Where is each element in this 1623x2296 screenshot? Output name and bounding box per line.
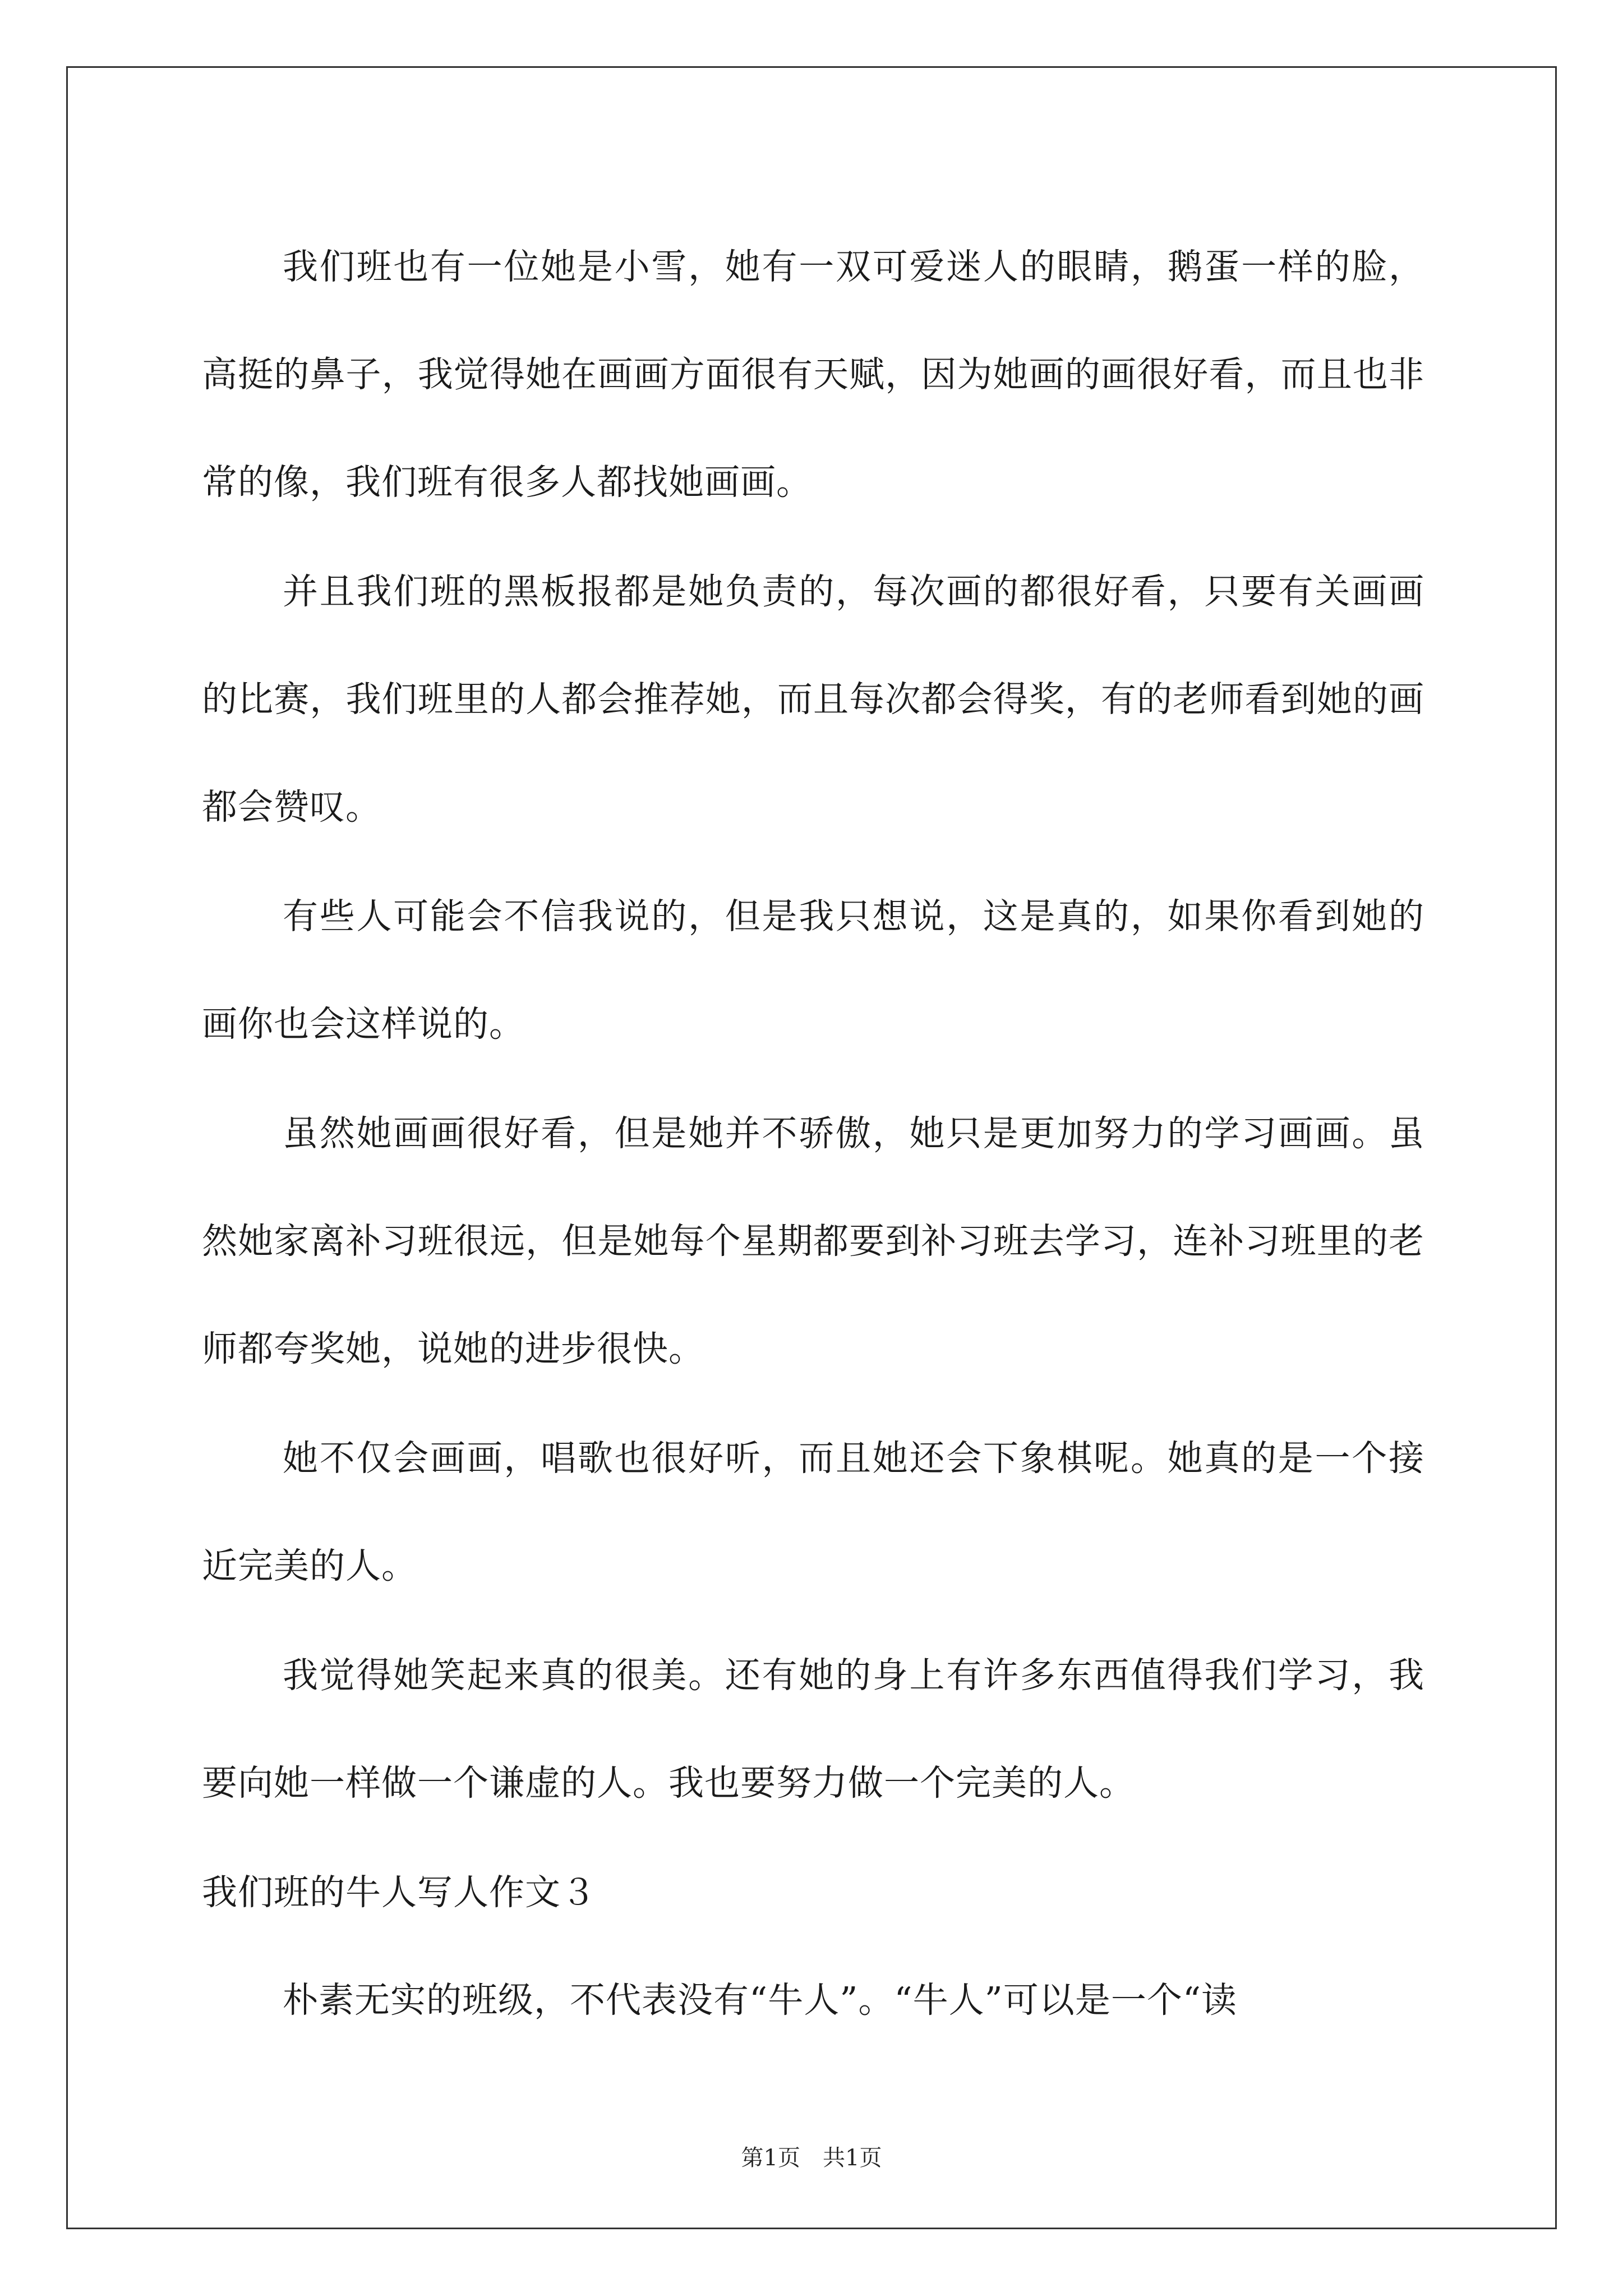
paragraph-7: 朴素无实的班级，不代表没有“牛人”。“牛人”可以是一个“读 <box>283 1980 1238 2021</box>
section-heading: 我们班的牛人写人作文３ <box>202 1872 597 1913</box>
paragraph-6: 我觉得她笑起来真的很美。还有她的身上有许多东西值得我们学习，我要向她一样做一个谦虚的人。我也要努力做一个完美的人。 <box>202 1655 1424 1803</box>
paragraph-3: 有些人可能会不信我说的，但是我只想说，这是真的，如果你看到她的画你也会这样说的。 <box>202 896 1424 1045</box>
paragraph-5: 她不仅会画画，唱歌也很好听，而且她还会下象棋呢。她真的是一个接近完美的人。 <box>202 1438 1424 1586</box>
paragraph-4: 虽然她画画很好看，但是她并不骄傲，她只是更加努力的学习画画。虽然她家离补习班很远，但是她每个星期都要到补习班去学习，连补习班里的老师都夸奖她，说她的进步很快。 <box>202 1113 1424 1369</box>
page-number-footer: 第1页 共1页 <box>741 2145 882 2171</box>
paragraph-1: 我们班也有一位她是小雪，她有一双可爱迷人的眼睛，鹅蛋一样的脸，高挺的鼻子，我觉得她在画画方面很有天赋，因为她画的画很好看，而且也非常的像，我们班有很多人都找她画画。 <box>202 246 1424 503</box>
document-body <box>202 213 1424 2056</box>
paragraph-2: 并且我们班的黑板报都是她负责的，每次画的都很好看，只要有关画画的比赛，我们班里的人都会推荐她，而且每次都会得奖，有的老师看到她的画都会赞叹。 <box>202 571 1424 827</box>
